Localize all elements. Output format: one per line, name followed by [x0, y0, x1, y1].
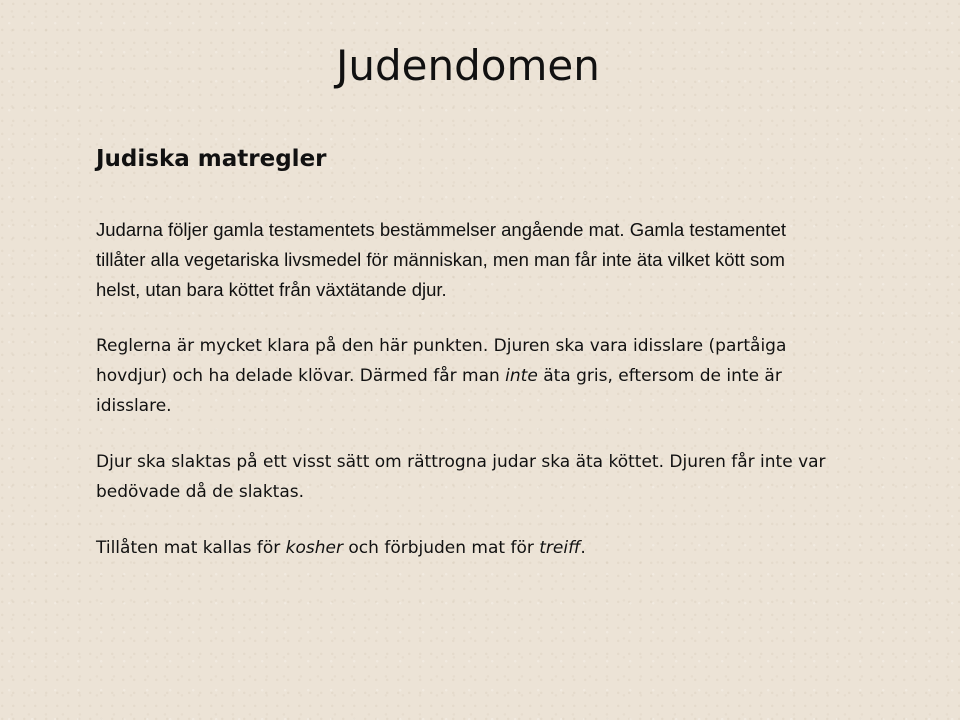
paragraph-slaughter: Djur ska slaktas på ett visst sätt om rättrogna judar ska äta köttet. Djuren får inte var bedövade då de slaktas. — [96, 452, 826, 502]
paragraph-ruminants — [96, 331, 796, 421]
text-segment: och förbjuden mat för — [343, 538, 540, 558]
text-segment: äta gris, eftersom de inte är idisslare. — [96, 366, 782, 416]
paragraph-kosher — [96, 533, 841, 563]
emphasis-inte: inte — [505, 366, 538, 386]
term-treiff: treiff — [539, 538, 581, 558]
term-kosher: kosher — [285, 538, 343, 558]
body-text — [96, 215, 846, 563]
slide-title: Judendomen — [336, 41, 600, 90]
text-segment: Tillåten mat kallas för — [96, 538, 286, 558]
section-heading: Judiska matregler — [96, 146, 327, 172]
text-segment: Reglerna är mycket klara på den här punkten. Djuren ska vara idisslare (partåiga hovdjur) och ha delade klövar. Därmed får man — [96, 336, 787, 386]
text-segment: . — [580, 538, 586, 558]
paragraph-food-rules: Judarna följer gamla testamentets bestämmelser angående mat. Gamla testamentet tillåter alla vegetariska livsmedel för människan, men man får inte äta vilket kött som helst, utan bara köttet från växtätande djur. — [96, 219, 786, 300]
